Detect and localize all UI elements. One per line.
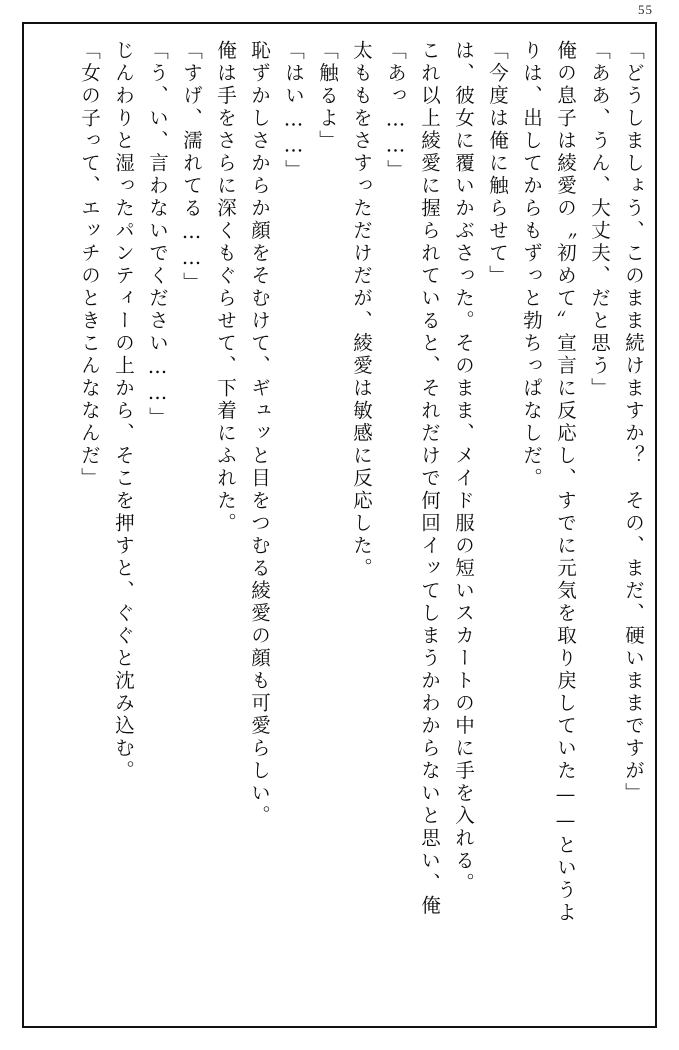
vertical-text-body bbox=[36, 40, 643, 1010]
text-line: これ以上綾愛に握られていると、それだけで何回イッてしまうかわからないと思い、俺 bbox=[418, 40, 441, 918]
text-line: は、彼女に覆いかぶさった。そのまま、メイド服の短いスカートの中に手を入れる。 bbox=[452, 40, 475, 895]
text-line: 「はい……」 bbox=[282, 40, 305, 182]
page-number: 55 bbox=[638, 2, 653, 17]
text-line: 「う、い、言わないでください……」 bbox=[146, 40, 169, 430]
text-line: 「すげ、濡れてる……」 bbox=[180, 40, 203, 295]
text-line: 恥ずかしさからか顔をそむけて、ギュッと目をつむる綾愛の顔も可愛らしい。 bbox=[248, 40, 271, 828]
text-line: 「女の子って、エッチのときこんななんだ」 bbox=[78, 40, 101, 490]
text-line: 俺の息子は綾愛の〝初めて〟宣言に反応し、すでに元気を取り戻していた——というよ bbox=[554, 40, 577, 925]
text-line: 「ああ、うん、大丈夫、だと思う」 bbox=[588, 40, 611, 400]
text-line: じんわりと湿ったパンティーの上から、そこを押すと、ぐぐと沈み込む。 bbox=[112, 40, 135, 783]
text-line: りは、出してからもずっと勃ちっぱなしだ。 bbox=[520, 40, 543, 490]
text-line: 「今度は俺に触らせて」 bbox=[486, 40, 509, 288]
text-line: 「触るよ」 bbox=[316, 40, 339, 153]
text-line: 「あっ……」 bbox=[384, 40, 407, 182]
text-line: 「どうしましょう、このまま続けますか？ その、まだ、硬いままですが」 bbox=[622, 40, 645, 805]
text-line: 太ももをさすっただけだが、綾愛は敏感に反応した。 bbox=[350, 40, 373, 580]
text-line: 俺は手をさらに深くもぐらせて、下着にふれた。 bbox=[214, 40, 237, 535]
